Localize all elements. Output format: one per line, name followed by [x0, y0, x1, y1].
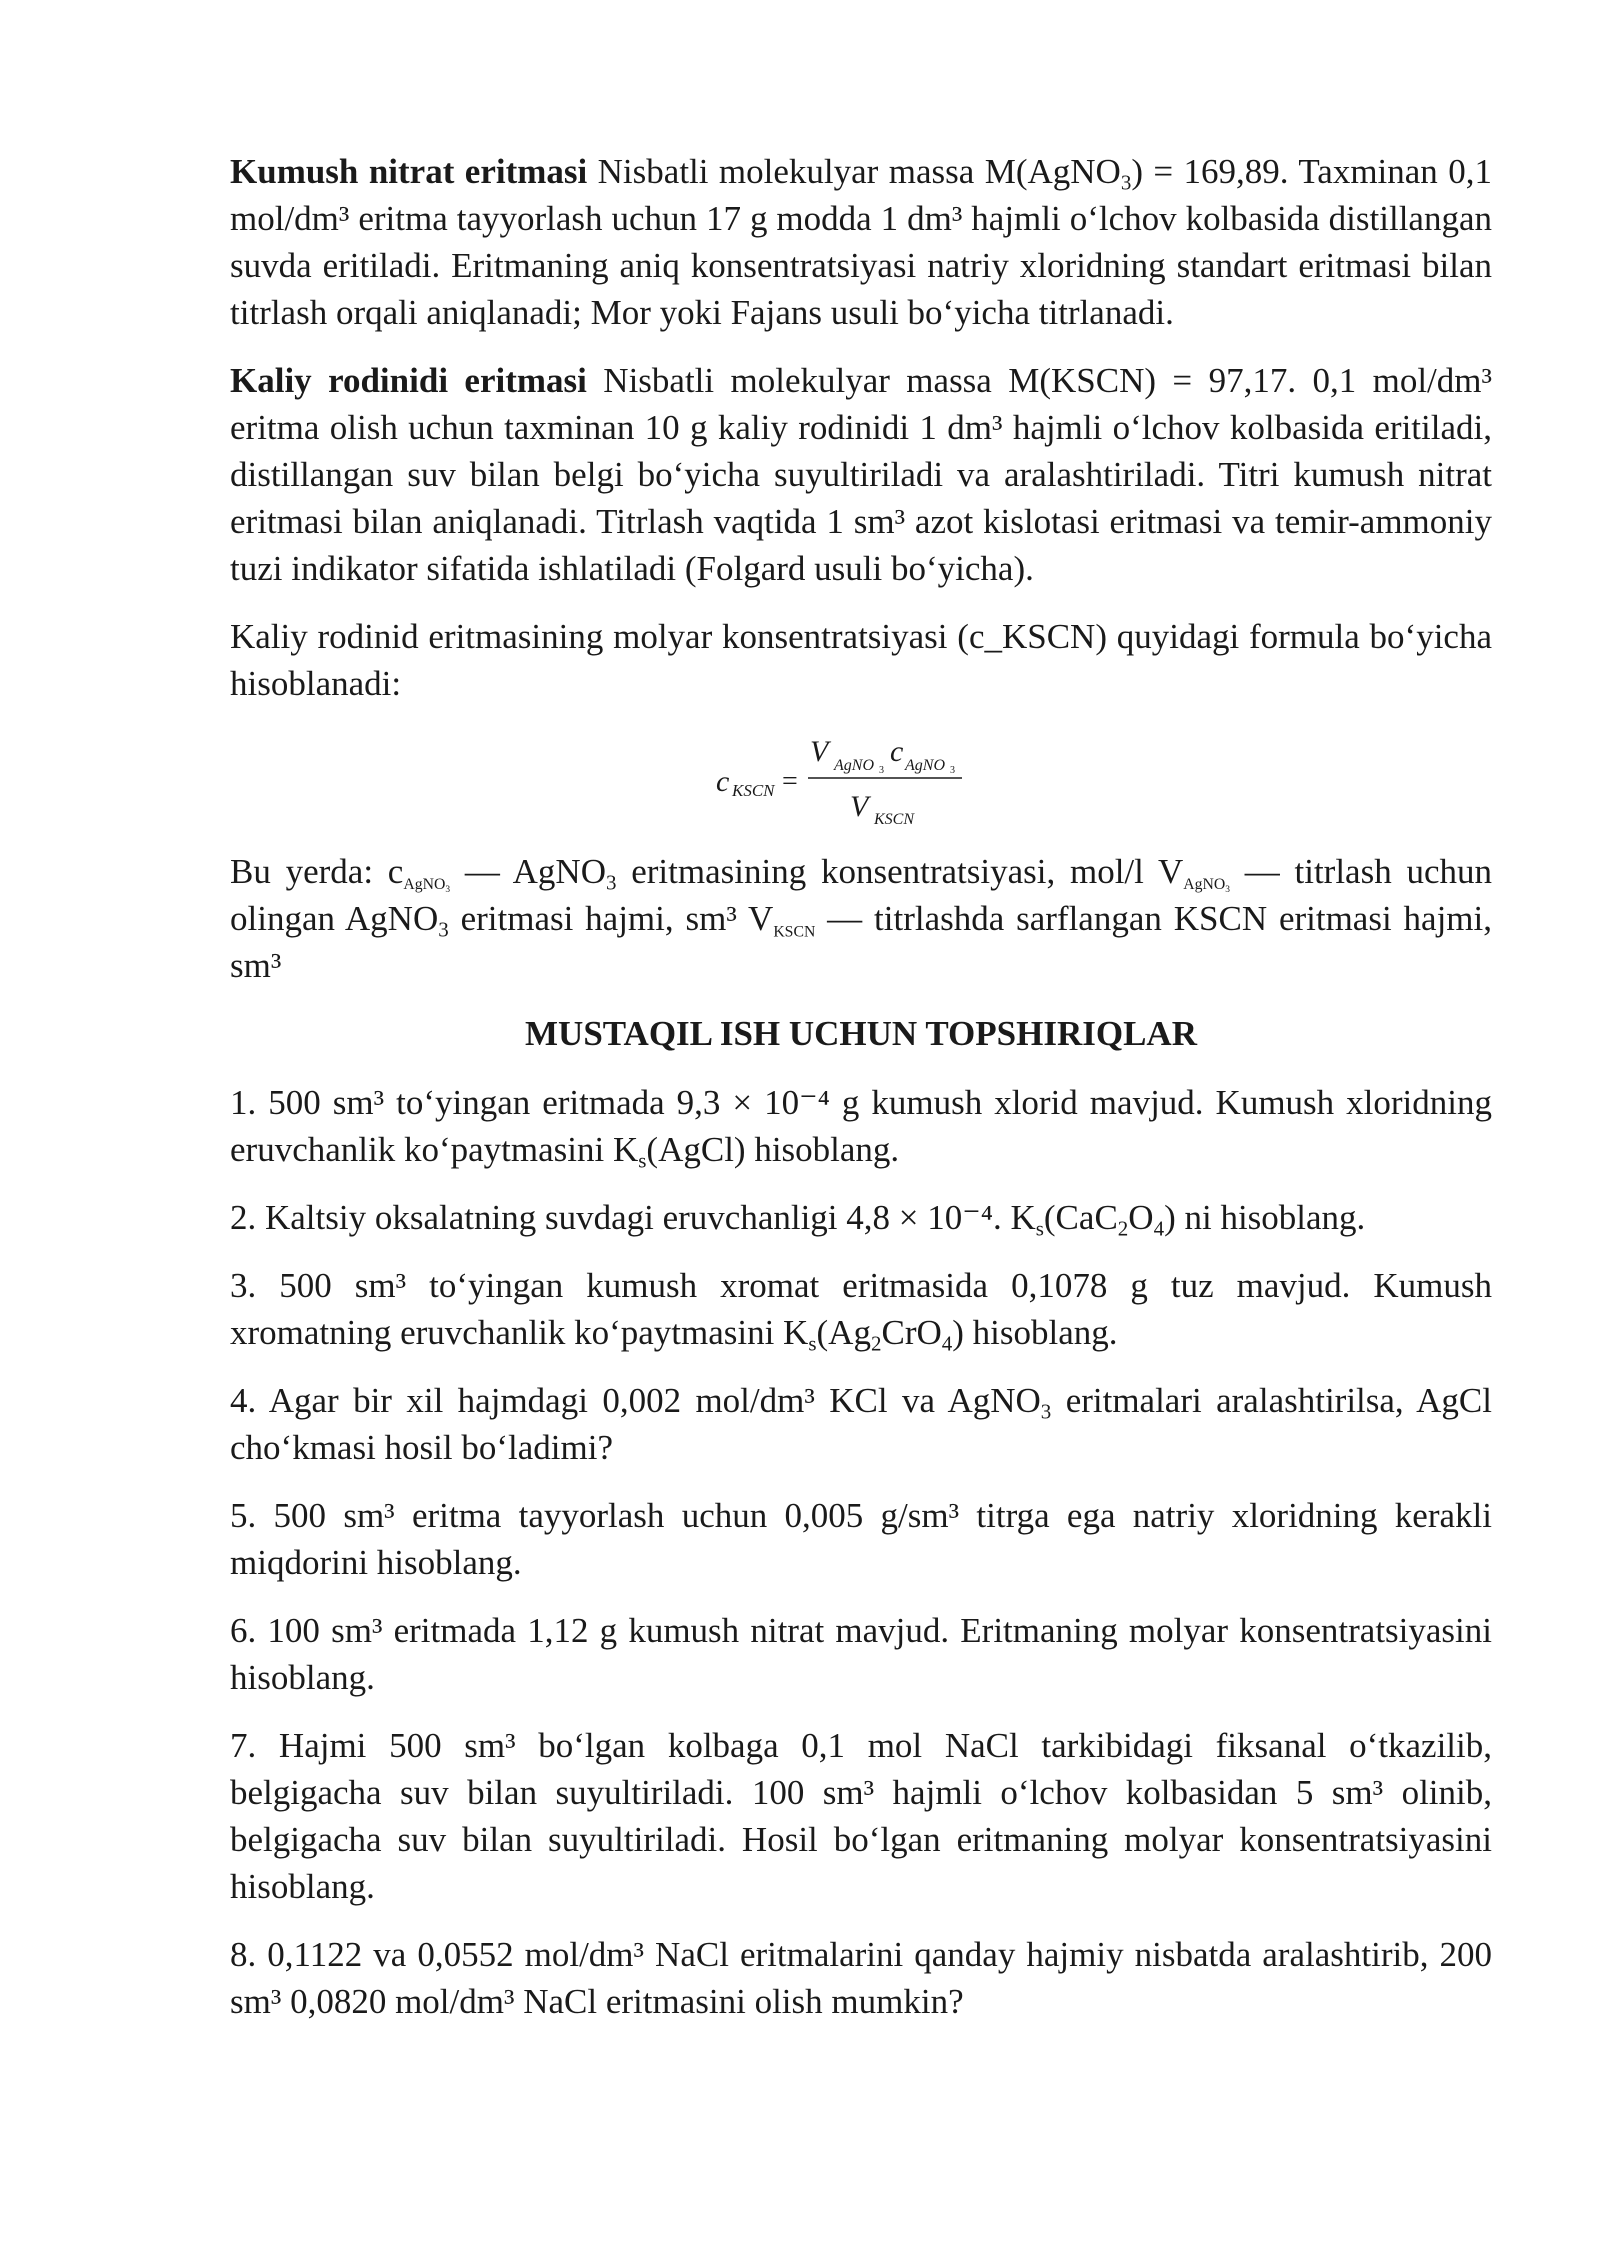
text: — titrlash uchun olingan AgNO	[230, 852, 1492, 938]
text: eritmalari aralashtirilsa, AgCl cho‘kmasi hosil bo‘ladimi?	[230, 1381, 1492, 1467]
text: Nisbatli molekulyar massa M(AgNO	[587, 152, 1121, 191]
task-item-1	[230, 1079, 1492, 1173]
text: 4. Agar bir xil hajmdagi 0,002 mol/dm³ KCl va AgNO	[230, 1381, 1041, 1420]
text: ) ni hisoblang.	[1164, 1198, 1366, 1237]
text: Nisbatli molekulyar massa M(KSCN) = 97,17. 0,1 mol/dm³ eritma olish uchun taxminan 10 g kaliy rodinidi 1 dm³ hajmli o‘lchov kolbasida eritiladi, distillangan suv bilan belgi bo‘yicha suyultiriladi va aralashtiriladi. Titri kumush nitrat eritmasi bilan aniqlanadi. Titrlash vaqtida 1 sm³ azot kislotasi eritmasi va temir-ammoniy tuzi indikator sifatida ishlatiladi (Folgard usuli bo‘yicha).	[230, 361, 1492, 588]
lead-silver-nitrate: Kumush nitrat eritmasi	[230, 152, 588, 191]
subscript: 3	[445, 885, 451, 896]
formula-lhs-c: c	[716, 765, 730, 798]
formula-block	[230, 728, 1492, 838]
task-item-3	[230, 1262, 1492, 1356]
text: AgNO	[403, 876, 446, 894]
task-item-2	[230, 1194, 1492, 1241]
text: AgNO	[1183, 876, 1226, 894]
subscript: s	[808, 1331, 817, 1356]
formula-lhs-sub: KSCN	[732, 781, 775, 800]
section-heading: MUSTAQIL ISH UCHUN TOPSHIRIQLAR	[525, 1014, 1197, 1053]
subscript	[1183, 876, 1230, 896]
subscript: 4	[1153, 1216, 1165, 1241]
subscript: KSCN	[773, 923, 816, 941]
text: — AgNO	[450, 852, 606, 891]
formula-num-c-sub2: 3	[950, 765, 955, 776]
subscript	[403, 876, 451, 896]
subscript: 3	[1040, 1399, 1052, 1424]
task-item-6: 6. 100 sm³ eritmada 1,12 g kumush nitrat mavjud. Eritmaning molyar konsentratsiyasini hisoblang.	[230, 1611, 1492, 1697]
formula-den-v-sub: KSCN	[874, 811, 915, 828]
formula-num-v-sub2: 3	[879, 765, 884, 776]
paragraph-silver-nitrate	[230, 148, 1492, 336]
text: (Ag	[816, 1313, 871, 1352]
text: 1. 500 sm³ to‘yingan eritmada 9,3 × 10⁻⁴ g kumush xlorid mavjud. Kumush xloridning eruvchanlik ko‘paytmasini K	[230, 1083, 1492, 1169]
text: eritmasi hajmi, sm³ V	[448, 899, 774, 938]
paragraph-variable-definitions	[230, 848, 1492, 989]
text: ) = 169,89. Taxminan 0,1 mol/dm³ eritma tayyorlash uchun 17 g modda 1 dm³ hajmli o‘lchov kolbasida distillangan suvda eritiladi. Eritmaning aniq konsentratsiyasi natriy xloridning standart eritmasi bilan titrlash orqali aniqlanadi; Mor yoki Fajans usuli bo‘yicha titrlanadi.	[230, 152, 1492, 332]
paragraph-potassium-thiocyanate	[230, 357, 1492, 592]
subscript: 2	[870, 1331, 882, 1356]
task-item-8: 8. 0,1122 va 0,0552 mol/dm³ NaCl eritmalarini qanday hajmiy nisbatda aralashtirib, 200 sm³ 0,0820 mol/dm³ NaCl eritmasini olish mumkin?	[230, 1935, 1492, 2021]
text: ) hisoblang.	[952, 1313, 1118, 1352]
text: 2. Kaltsiy oksalatning suvdagi eruvchanligi 4,8 × 10⁻⁴. K	[230, 1198, 1036, 1237]
subscript: 3	[438, 917, 449, 942]
subscript: 3	[605, 870, 617, 895]
formula-den-v: V	[850, 790, 869, 823]
subscript: 4	[941, 1331, 953, 1356]
text: — titrlashda sarflangan KSCN eritmasi hajmi, sm³	[230, 899, 1492, 985]
text: (CaC	[1043, 1198, 1118, 1237]
subscript: s	[638, 1148, 647, 1173]
subscript: 2	[1117, 1216, 1129, 1241]
text: O	[1128, 1198, 1154, 1237]
lead-potassium-thiocyanate: Kaliy rodinidi eritmasi	[230, 361, 587, 400]
task-item-4	[230, 1377, 1492, 1471]
formula-equals: =	[782, 766, 798, 797]
text: CrO	[881, 1313, 942, 1352]
formula-svg	[710, 728, 1010, 838]
task-item-7: 7. Hajmi 500 sm³ bo‘lgan kolbaga 0,1 mol NaCl tarkibidagi fiksanal o‘tkazilib, belgigacha suv bilan suyultiriladi. 100 sm³ hajmli o‘lchov kolbasidan 5 sm³ olinib, belgigacha suv bilan suyultiriladi. Hosil bo‘lgan eritmaning molyar konsentratsiyasini hisoblang.	[230, 1726, 1492, 1906]
formula-num-v: V	[810, 735, 829, 768]
paragraph-formula-intro: Kaliy rodinid eritmasining molyar konsentratsiyasi (c_KSCN) quyidagi formula bo‘yicha hisoblanadi:	[230, 617, 1492, 703]
subscript: 3	[1120, 170, 1132, 195]
subscript: 3	[1225, 885, 1230, 896]
formula-num-c-sub: AgNO	[905, 757, 945, 774]
subscript: s	[1035, 1216, 1044, 1241]
formula-num-c: c	[890, 735, 904, 768]
text: (AgCl) hisoblang.	[646, 1130, 900, 1169]
document-page	[230, 148, 1492, 2046]
text: Bu yerda: c	[230, 852, 404, 891]
text: 3. 500 sm³ to‘yingan kumush xromat eritmasida 0,1078 g tuz mavjud. Kumush xromatning eruvchanlik ko‘paytmasini K	[230, 1266, 1492, 1352]
text: eritmasining konsentratsiyasi, mol/l V	[616, 852, 1184, 891]
formula-num-v-sub: AgNO	[834, 757, 874, 774]
task-item-5: 5. 500 sm³ eritma tayyorlash uchun 0,005 g/sm³ titrga ega natriy xloridning kerakli miqdorini hisoblang.	[230, 1496, 1492, 1582]
